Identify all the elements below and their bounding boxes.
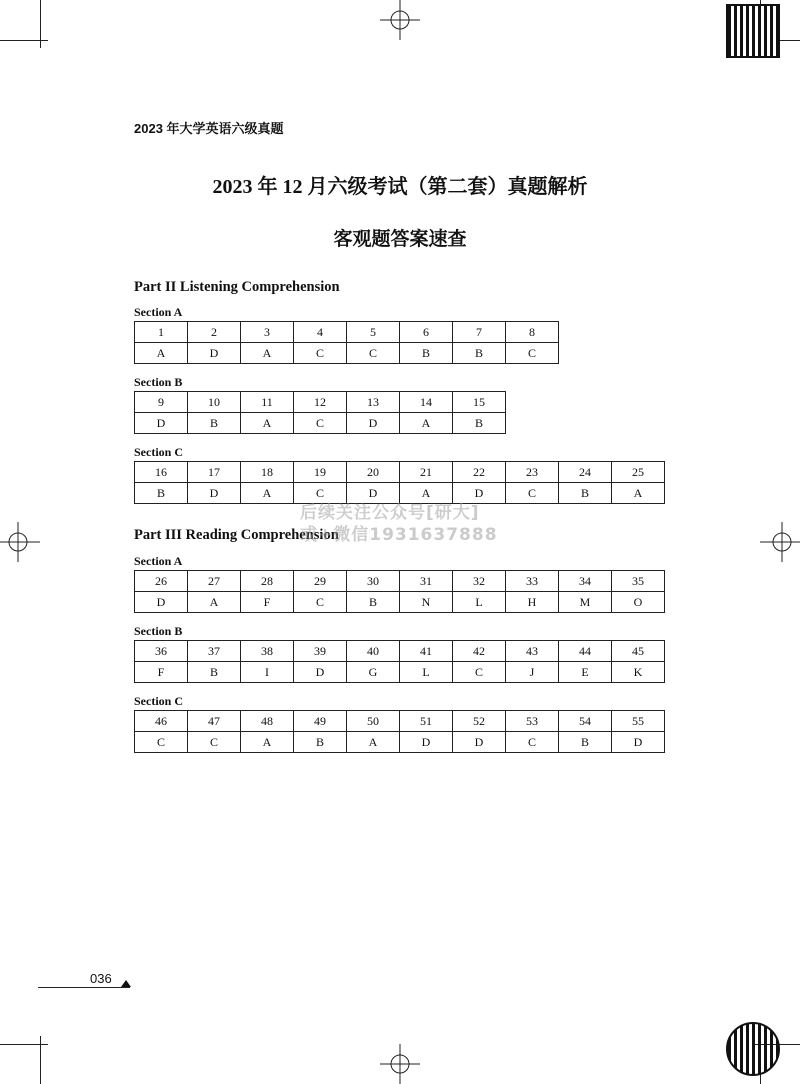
question-number: 41: [400, 641, 453, 662]
answer-cell: D: [400, 732, 453, 753]
answer-cell: A: [188, 592, 241, 613]
answer-table: [134, 710, 665, 753]
question-number: 47: [188, 711, 241, 732]
crop-mark: [0, 40, 48, 41]
section-label: Section A: [134, 305, 183, 319]
question-number: 5: [347, 322, 400, 343]
question-number: 39: [294, 641, 347, 662]
question-number: 44: [559, 641, 612, 662]
table-row: [135, 343, 559, 364]
answer-cell: C: [135, 732, 188, 753]
answer-cell: D: [294, 662, 347, 683]
question-number: 38: [241, 641, 294, 662]
section-label: Section C: [134, 445, 183, 459]
question-number: 51: [400, 711, 453, 732]
question-number: 7: [453, 322, 506, 343]
answer-cell: C: [294, 483, 347, 504]
answer-cell: J: [506, 662, 559, 683]
answer-cell: D: [347, 483, 400, 504]
answer-cell: B: [135, 483, 188, 504]
answer-cell: D: [135, 413, 188, 434]
answer-cell: N: [400, 592, 453, 613]
question-number: 21: [400, 462, 453, 483]
question-number: 15: [453, 392, 506, 413]
running-header: 2023 年大学英语六级真题: [134, 121, 284, 136]
table-row: [135, 662, 665, 683]
question-number: 13: [347, 392, 400, 413]
table-row: [135, 711, 665, 732]
table-row: [135, 322, 559, 343]
answer-table: [134, 391, 506, 434]
question-number: 36: [135, 641, 188, 662]
question-number: 4: [294, 322, 347, 343]
answer-cell: D: [188, 483, 241, 504]
section-label: Section C: [134, 694, 183, 708]
answer-cell: A: [612, 483, 665, 504]
answer-cell: D: [188, 343, 241, 364]
answer-cell: M: [559, 592, 612, 613]
question-number: 46: [135, 711, 188, 732]
answer-cell: A: [135, 343, 188, 364]
question-number: 40: [347, 641, 400, 662]
question-number: 49: [294, 711, 347, 732]
page-number-rule: [38, 987, 130, 988]
question-number: 33: [506, 571, 559, 592]
question-number: 2: [188, 322, 241, 343]
question-number: 25: [612, 462, 665, 483]
question-number: 17: [188, 462, 241, 483]
question-number: 19: [294, 462, 347, 483]
answer-cell: D: [135, 592, 188, 613]
question-number: 35: [612, 571, 665, 592]
answer-cell: B: [188, 413, 241, 434]
question-number: 34: [559, 571, 612, 592]
table-row: [135, 641, 665, 662]
answer-table: [134, 461, 665, 504]
question-number: 45: [612, 641, 665, 662]
answer-cell: B: [453, 413, 506, 434]
answer-table: [134, 640, 665, 683]
question-number: 11: [241, 392, 294, 413]
table-row: [135, 732, 665, 753]
question-number: 22: [453, 462, 506, 483]
answer-cell: F: [241, 592, 294, 613]
registration-mark-icon: [380, 0, 420, 40]
question-number: 8: [506, 322, 559, 343]
answer-cell: C: [188, 732, 241, 753]
answer-cell: D: [453, 483, 506, 504]
answer-cell: B: [294, 732, 347, 753]
part-heading: Part II Listening Comprehension: [134, 279, 340, 295]
answer-cell: D: [453, 732, 506, 753]
question-number: 1: [135, 322, 188, 343]
question-number: 10: [188, 392, 241, 413]
table-row: [135, 592, 665, 613]
answer-cell: D: [612, 732, 665, 753]
watermark-line: 后续关注公众号[研大]: [300, 503, 480, 523]
answer-cell: B: [559, 483, 612, 504]
answer-cell: E: [559, 662, 612, 683]
answer-cell: C: [347, 343, 400, 364]
question-number: 29: [294, 571, 347, 592]
answer-cell: A: [241, 483, 294, 504]
answer-cell: O: [612, 592, 665, 613]
registration-mark-icon: [0, 522, 40, 562]
question-number: 27: [188, 571, 241, 592]
question-number: 24: [559, 462, 612, 483]
question-number: 53: [506, 711, 559, 732]
question-number: 26: [135, 571, 188, 592]
part-heading: Part III Reading Comprehension: [134, 527, 339, 543]
crop-mark: [0, 1044, 48, 1045]
question-number: 54: [559, 711, 612, 732]
question-number: 28: [241, 571, 294, 592]
section-label: Section B: [134, 375, 183, 389]
question-number: 30: [347, 571, 400, 592]
question-number: 9: [135, 392, 188, 413]
page-number: 036: [90, 971, 112, 986]
question-number: 16: [135, 462, 188, 483]
answer-table: [134, 570, 665, 613]
question-number: 23: [506, 462, 559, 483]
question-number: 6: [400, 322, 453, 343]
question-number: 52: [453, 711, 506, 732]
qr-code-icon: [726, 1022, 780, 1076]
answer-cell: C: [506, 343, 559, 364]
answer-cell: K: [612, 662, 665, 683]
answer-cell: A: [241, 343, 294, 364]
answer-cell: C: [294, 413, 347, 434]
answer-cell: H: [506, 592, 559, 613]
table-row: [135, 413, 506, 434]
answer-cell: B: [559, 732, 612, 753]
question-number: 55: [612, 711, 665, 732]
answer-cell: I: [241, 662, 294, 683]
table-row: [135, 571, 665, 592]
question-number: 31: [400, 571, 453, 592]
answer-cell: B: [453, 343, 506, 364]
answer-cell: G: [347, 662, 400, 683]
section-label: Section B: [134, 624, 183, 638]
question-number: 48: [241, 711, 294, 732]
answer-cell: A: [241, 413, 294, 434]
qr-code-icon: [726, 4, 780, 58]
question-number: 32: [453, 571, 506, 592]
answer-cell: D: [347, 413, 400, 434]
answer-cell: C: [294, 592, 347, 613]
answer-table: [134, 321, 559, 364]
registration-mark-icon: [380, 1044, 420, 1084]
answer-cell: C: [453, 662, 506, 683]
answer-cell: C: [294, 343, 347, 364]
watermark: [300, 502, 498, 546]
answer-cell: B: [347, 592, 400, 613]
page-title: 2023 年 12 月六级考试（第二套）真题解析: [212, 176, 588, 198]
triangle-icon: [121, 980, 131, 987]
question-number: 43: [506, 641, 559, 662]
answer-cell: B: [188, 662, 241, 683]
question-number: 3: [241, 322, 294, 343]
section-label: Section A: [134, 554, 183, 568]
table-row: [135, 392, 506, 413]
answer-cell: C: [506, 483, 559, 504]
answer-cell: L: [453, 592, 506, 613]
answer-cell: A: [400, 483, 453, 504]
question-number: 50: [347, 711, 400, 732]
answer-cell: F: [135, 662, 188, 683]
answer-cell: A: [400, 413, 453, 434]
answer-cell: A: [241, 732, 294, 753]
answer-cell: B: [400, 343, 453, 364]
registration-mark-icon: [760, 522, 800, 562]
question-number: 42: [453, 641, 506, 662]
question-number: 12: [294, 392, 347, 413]
table-row: [135, 483, 665, 504]
watermark-line: 或+微信1931637888: [300, 525, 498, 545]
answer-cell: L: [400, 662, 453, 683]
table-row: [135, 462, 665, 483]
answer-cell: C: [506, 732, 559, 753]
question-number: 14: [400, 392, 453, 413]
question-number: 37: [188, 641, 241, 662]
question-number: 20: [347, 462, 400, 483]
question-number: 18: [241, 462, 294, 483]
answer-cell: A: [347, 732, 400, 753]
page-subtitle: 客观题答案速查: [333, 229, 467, 250]
